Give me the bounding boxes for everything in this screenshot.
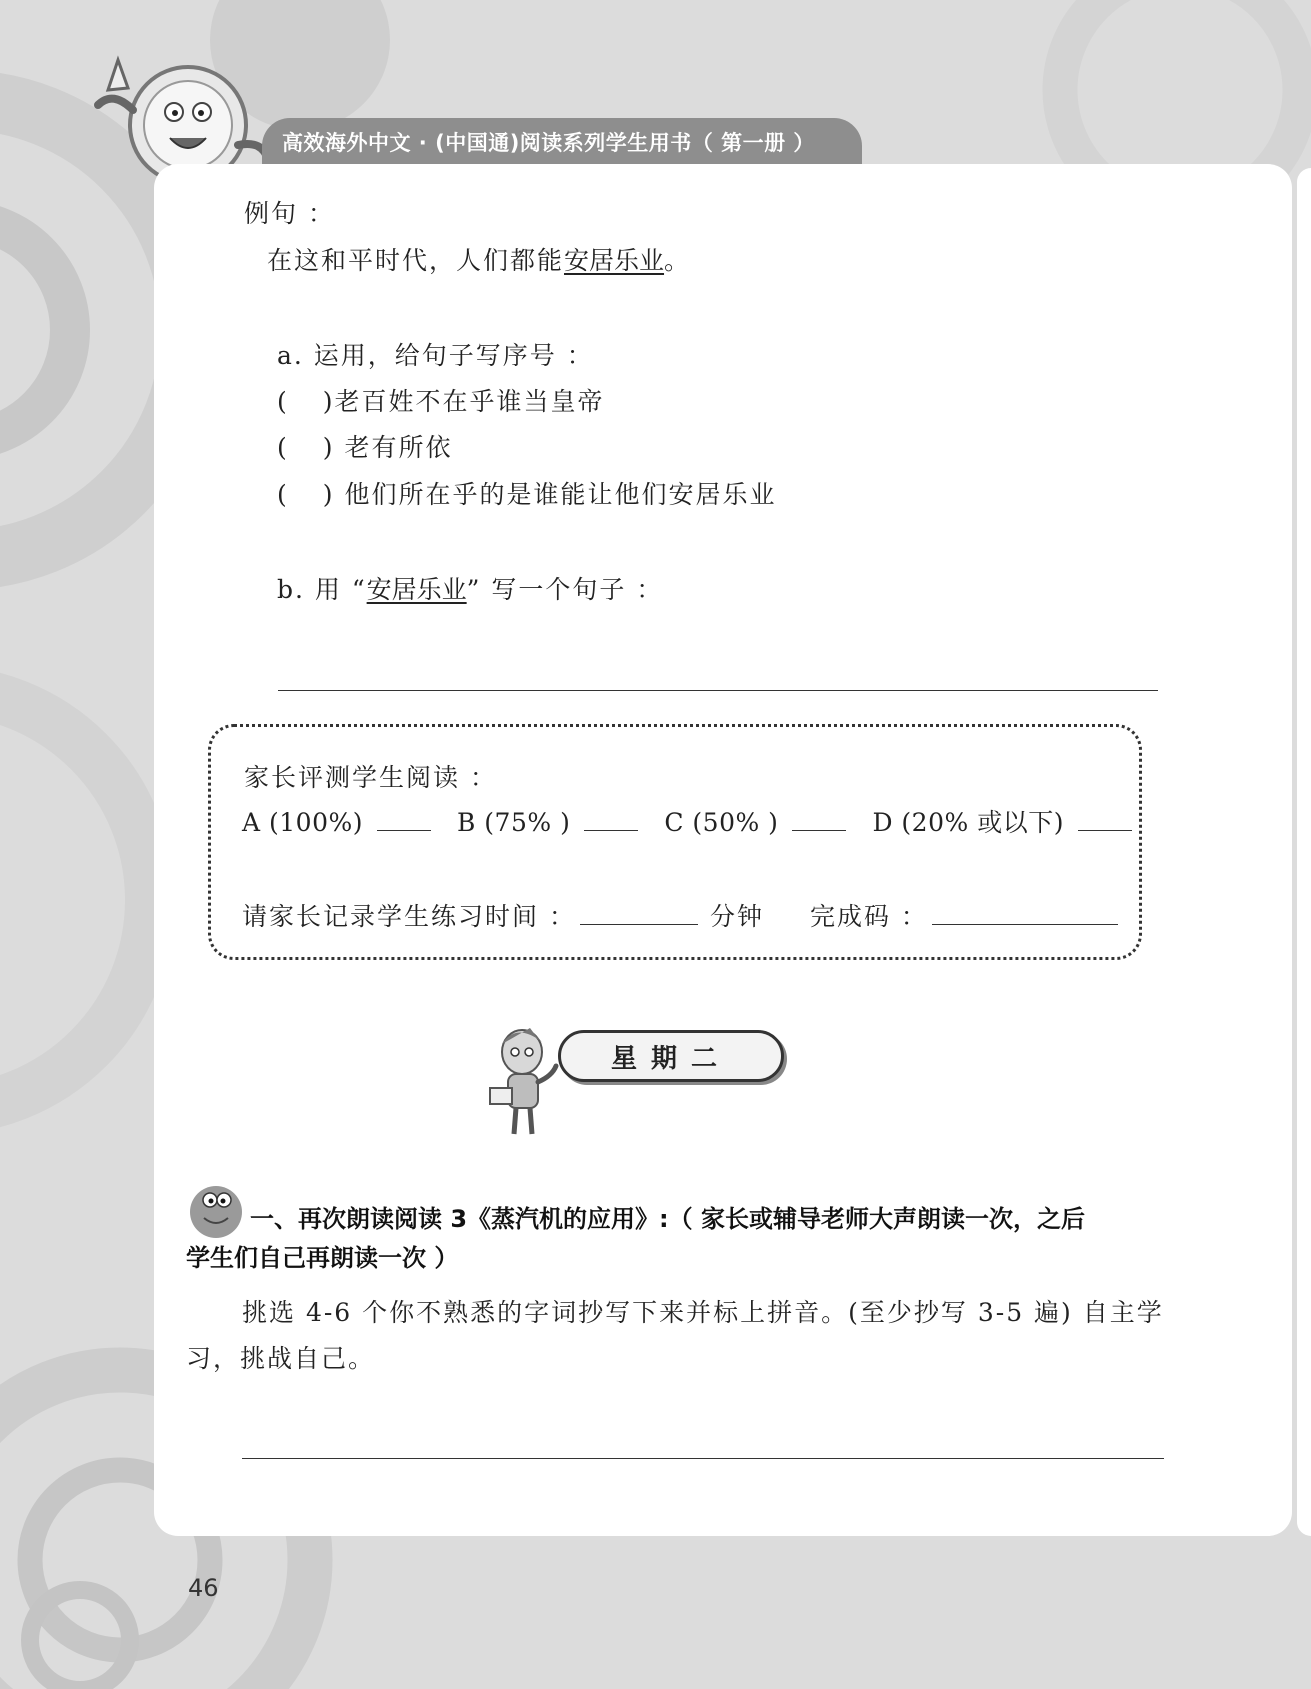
example-sentence: [267, 241, 691, 277]
open-paren: (: [277, 480, 289, 509]
vocabulary-answer-line[interactable]: [242, 1458, 1164, 1459]
exercise-a-item: [277, 382, 605, 418]
page-number: 46: [188, 1574, 219, 1602]
book-title: 高效海外中文 · (中国通)阅读系列学生用书（ 第一册 ）: [282, 131, 815, 155]
item-text: 老百姓不在乎谁当皇帝: [334, 387, 605, 416]
grade-c-blank[interactable]: [792, 828, 846, 831]
example-label: 例句 ：: [244, 199, 335, 228]
open-paren: (: [277, 433, 289, 462]
exercise-a-item: [277, 475, 777, 511]
evaluation-title: 家长评测学生阅读 ：: [244, 763, 497, 792]
exercise-a-item: [277, 428, 453, 464]
close-paren: ): [322, 433, 335, 462]
exercise-b-term: 安居乐业: [366, 575, 467, 604]
grade-d-blank[interactable]: [1078, 828, 1132, 831]
grade-b-label: B (75% ): [456, 808, 571, 837]
next-page-edge: [1297, 168, 1311, 1536]
grade-options: [242, 803, 1136, 839]
open-paren: (: [277, 387, 289, 416]
section-one-instruction-cont: 习，挑战自己。: [186, 1344, 376, 1373]
section-one-heading: 一、再次朗读阅读 3《蒸汽机的应用》:（ 家长或辅导老师大声朗读一次，之后: [250, 1205, 1086, 1233]
minutes-label: 分钟: [709, 902, 764, 931]
completion-code-label: 完成码 ：: [809, 902, 928, 931]
day-badge: 星期二: [558, 1030, 784, 1082]
ball-face-icon: [188, 1182, 248, 1238]
practice-time-blank[interactable]: [580, 922, 698, 925]
grade-a-blank[interactable]: [377, 828, 431, 831]
exercise-b-answer-line[interactable]: [278, 690, 1158, 691]
exercise-a-prompt: a. 运用，给句子写序号 ：: [277, 341, 594, 370]
practice-time-label: 请家长记录学生练习时间 ：: [242, 902, 576, 931]
boy-mascot-icon: [486, 1026, 566, 1138]
completion-code-blank[interactable]: [932, 922, 1118, 925]
grade-c-label: C (50% ): [664, 808, 779, 837]
item-text: 他们所在乎的是谁能让他们安居乐业: [344, 480, 777, 509]
section-one-instruction: 挑选 4-6 个你不熟悉的字词抄写下来并标上拼音。(至少抄写 3-5 遍) 自主学: [242, 1298, 1164, 1327]
exercise-b-prompt: [277, 570, 663, 606]
grade-a-label: A (100%): [242, 808, 363, 837]
item-text: 老有所依: [344, 433, 453, 462]
practice-time-row: [242, 897, 1122, 933]
example-term: 安居乐业: [564, 246, 665, 275]
exercise-b-suffix: ” 写一个句子 ：: [466, 575, 664, 604]
close-paren: ): [322, 387, 335, 416]
grade-d-label: D (20% 或以下): [872, 808, 1064, 837]
example-sentence-start: 在这和平时代，人们都能: [267, 246, 565, 275]
grade-b-blank[interactable]: [584, 828, 638, 831]
close-paren: ): [322, 480, 335, 509]
example-sentence-end: 。: [664, 246, 692, 275]
section-one-heading-cont: 学生们自己再朗读一次 ）: [186, 1244, 459, 1272]
exercise-b-prefix: b. 用 “: [277, 575, 367, 604]
